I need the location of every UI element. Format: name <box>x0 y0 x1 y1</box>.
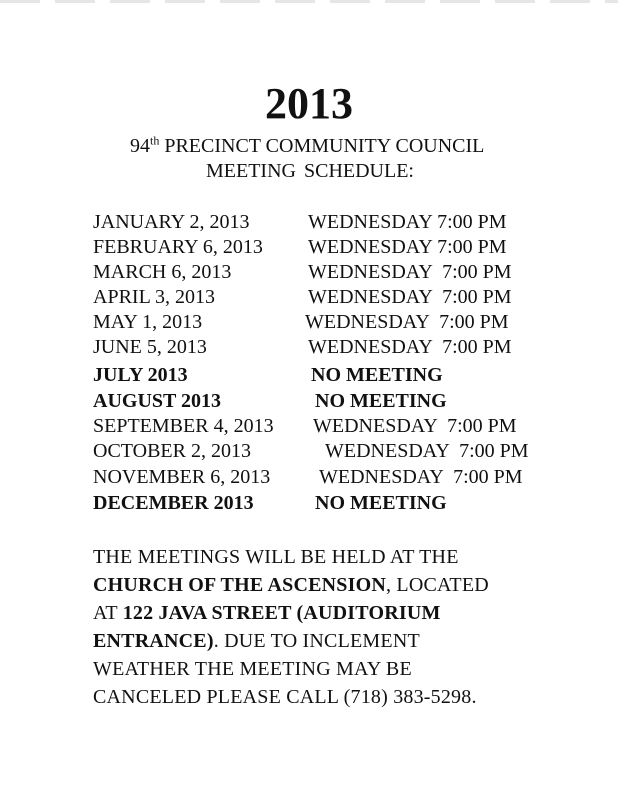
schedule-date: AUGUST 2013 <box>93 390 221 412</box>
meeting-time: WEDNESDAY 7:00 PM <box>308 286 512 308</box>
meeting-time: WEDNESDAY 7:00 PM <box>308 336 512 358</box>
schedule-row <box>93 209 553 235</box>
council-name-text: PRECINCT COMMUNITY COUNCIL <box>159 135 485 157</box>
document-title: 2013 <box>265 79 353 128</box>
schedule-row <box>93 464 553 490</box>
schedule-date: OCTOBER 2, 2013 <box>93 440 251 462</box>
venue-address-cont: ENTRANCE) <box>93 630 214 652</box>
meeting-time: WEDNESDAY 7:00 PM <box>325 440 529 462</box>
schedule-row <box>93 362 553 388</box>
schedule-row <box>93 284 553 310</box>
notice-line-4-rest: . DUE TO INCLEMENT <box>213 630 420 652</box>
meeting-location-notice <box>93 543 593 711</box>
schedule-row <box>93 234 553 260</box>
schedule-date: NOVEMBER 6, 2013 <box>93 466 271 488</box>
schedule-row <box>93 309 553 335</box>
venue-address: 122 JAVA STREET (AUDITORIUM <box>122 602 441 624</box>
meeting-time: WEDNESDAY 7:00 PM <box>308 236 507 258</box>
schedule-date: DECEMBER 2013 <box>93 492 254 514</box>
meeting-time: WEDNESDAY 7:00 PM <box>305 311 509 333</box>
schedule-row <box>93 490 553 516</box>
schedule-row <box>93 334 553 360</box>
notice-line-2-rest: , LOCATED <box>386 574 489 596</box>
notice-line-5: WEATHER THE MEETING MAY BE <box>93 658 412 680</box>
no-meeting-label: NO MEETING <box>311 364 443 386</box>
meeting-time: WEDNESDAY 7:00 PM <box>308 261 512 283</box>
schedule-date: SEPTEMBER 4, 2013 <box>93 415 274 437</box>
schedule-date: MAY 1, 2013 <box>93 311 203 333</box>
schedule-heading: MEETING SCHEDULE: <box>206 160 414 182</box>
schedule-date: APRIL 3, 2013 <box>93 286 216 308</box>
notice-line-3-start: AT <box>93 602 123 624</box>
schedule-row <box>93 413 553 439</box>
schedule-date: JUNE 5, 2013 <box>93 336 207 358</box>
council-ordinal-suffix: th <box>150 133 160 148</box>
notice-line-6: CANCELED PLEASE CALL (718) 383-5298. <box>93 686 477 708</box>
scan-edge-artifact <box>0 0 618 3</box>
meeting-time: WEDNESDAY 7:00 PM <box>313 415 517 437</box>
schedule-date: FEBRUARY 6, 2013 <box>93 236 263 258</box>
schedule-date: JULY 2013 <box>93 364 188 386</box>
schedule-row <box>93 388 553 414</box>
schedule-row <box>93 438 553 464</box>
meeting-time: WEDNESDAY 7:00 PM <box>308 211 507 233</box>
council-ordinal: 94 <box>130 135 150 157</box>
schedule-date: JANUARY 2, 2013 <box>93 211 250 233</box>
no-meeting-label: NO MEETING <box>315 390 447 412</box>
schedule-row <box>93 259 553 285</box>
notice-line-1: THE MEETINGS WILL BE HELD AT THE <box>93 546 459 568</box>
venue-name: CHURCH OF THE ASCENSION <box>93 574 386 596</box>
schedule-date: MARCH 6, 2013 <box>93 261 232 283</box>
meeting-time: WEDNESDAY 7:00 PM <box>319 466 523 488</box>
no-meeting-label: NO MEETING <box>315 492 447 514</box>
council-name <box>130 135 484 157</box>
